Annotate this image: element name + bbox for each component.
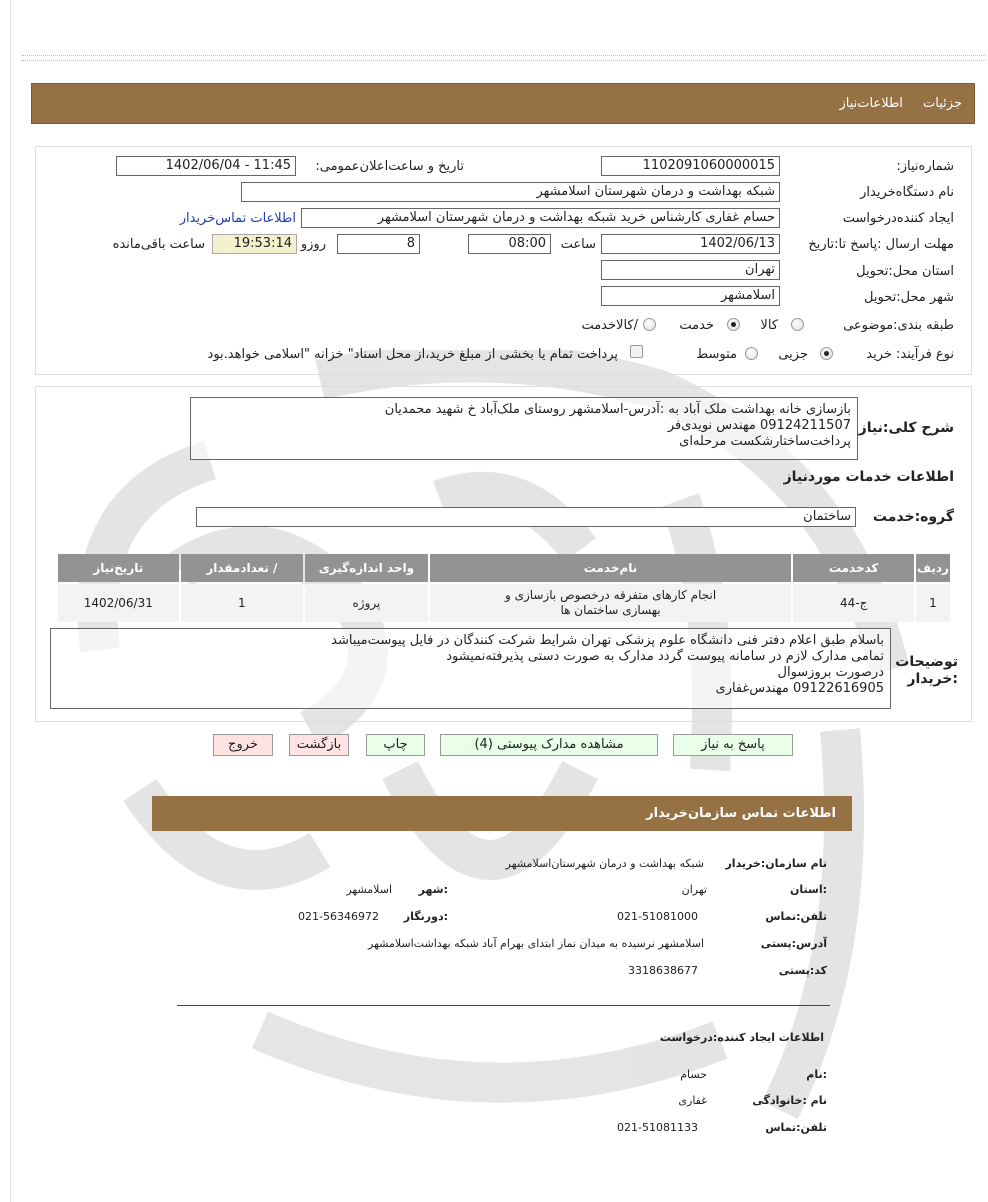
creator-section-title: اطلاعات ایجاد کننده:درخواست (659, 1031, 824, 1044)
process-minor-label: جزیی (778, 347, 808, 362)
services-title: اطلاعات خدمات موردنیاز (783, 469, 954, 485)
cell-need-date: 1402/06/31 (58, 584, 179, 622)
creator-family-label: نام :خانوادگی (752, 1094, 827, 1107)
buyer-contact-link[interactable]: اطلاعات تماس‌خریدار (179, 211, 296, 226)
buyer-label: نام دستگاه‌خریدار (860, 185, 954, 200)
city-label: شهر محل:تحویل (864, 290, 954, 305)
buyer-contact-header (152, 796, 852, 831)
service-name-line-1: انجام کارهای متفرقه درخصوص بازسازی و (504, 588, 717, 602)
process-label: نوع فرآیند: خرید (866, 347, 954, 362)
creator-phone-value: 021-51081133 (617, 1121, 698, 1134)
creator-name-label: :نام (806, 1068, 827, 1081)
tab-need-info[interactable]: اطلاعات‌نیاز (839, 96, 903, 111)
province-label: استان محل:تحویل (856, 264, 954, 279)
description-line-3: پرداخت‌ساختارشکست مرحله‌ای (679, 434, 851, 449)
buyer-notes-line-4: 09122616905 مهندس‌غفاری (715, 681, 884, 696)
contact-province-label: :استان (790, 883, 827, 896)
buyer-notes-line-1: باسلام طبق اعلام دفتر فنی دانشگاه علوم پزشکی تهران شرایط شرکت کنندگان در فایل پیوست‌میباشد (331, 633, 884, 648)
col-need-date: تاریخ‌نیاز (58, 554, 179, 582)
days-field: 8 (337, 234, 420, 254)
process-medium-radio[interactable] (745, 347, 758, 360)
top-dotted-separator (22, 55, 986, 61)
contact-city-value: اسلامشهر (346, 883, 392, 896)
buyer-field: شبکه بهداشت و درمان شهرستان اسلامشهر (241, 182, 780, 202)
category-service-label: خدمت (679, 318, 714, 333)
buyer-contact-title: اطلاعات تماس سازمان‌خریدار (646, 806, 836, 821)
exit-button[interactable]: خروج (213, 734, 273, 756)
treasury-payment-checkbox[interactable] (630, 345, 643, 358)
creator-family-value: غفاری (678, 1094, 707, 1107)
tab-details[interactable]: جزئیات (923, 96, 962, 111)
cell-service-name (430, 584, 792, 622)
cell-unit: پروژه (305, 584, 428, 622)
cell-row-number: 1 (916, 584, 950, 622)
page-left-rule (10, 0, 11, 1202)
contact-divider (177, 1005, 830, 1006)
process-medium-label: متوسط (696, 347, 737, 362)
category-label: طبقه بندی:موضوعی (843, 318, 954, 333)
cell-quantity: 1 (181, 584, 304, 622)
postal-code-value: 3318638677 (628, 964, 698, 977)
category-goods-service-radio[interactable] (643, 318, 656, 331)
category-goods-service-label: /کالاخدمت (581, 318, 638, 333)
category-goods-radio[interactable] (791, 318, 804, 331)
fax-value: 021-56346972 (298, 910, 379, 923)
province-field: تهران (601, 260, 780, 280)
deadline-time-label: ساعت (560, 237, 596, 252)
org-label: نام سازمان:خریدار (725, 857, 827, 870)
general-description-box (190, 397, 858, 460)
back-button[interactable]: بازگشت (289, 734, 349, 756)
category-service-radio[interactable] (727, 318, 740, 331)
deadline-label: مهلت ارسال :پاسخ تا:تاریخ (808, 237, 954, 252)
creator-label: ایجاد کننده‌درخواست (842, 211, 954, 226)
address-label: آدرس:پستی (760, 937, 827, 950)
col-unit: واحد اندازه‌گیری (305, 554, 428, 582)
contact-province-value: تهران (681, 883, 707, 896)
fax-label: :دورنگار (403, 910, 448, 923)
buyer-notes-box (50, 628, 891, 709)
description-line-1: بازسازی خانه بهداشت ملک آباد به :آدرس-اسلامشهر روستای ملک‌آباد خ شهید محمدیان (384, 402, 851, 417)
deadline-time-field: 08:00 (468, 234, 551, 254)
treasury-payment-label: پرداخت تمام یا بخشی از مبلغ خرید،از محل اسناد" خزانه "اسلامی خواهد.بود (207, 347, 618, 362)
need-info-panel (35, 146, 972, 375)
need-number-field: 1102091060000015 (601, 156, 780, 176)
service-group-field: ساختمان (196, 507, 856, 527)
deadline-date-field: 1402/06/13 (601, 234, 780, 254)
description-line-2: 09124211507 مهندس نویدی‌فر (667, 418, 851, 433)
header-bar (31, 83, 975, 124)
view-attachments-button[interactable]: مشاهده مدارک پیوستی (4) (440, 734, 658, 756)
col-service-name: نام‌خدمت (430, 554, 792, 582)
reply-button[interactable]: پاسخ به نیاز (673, 734, 793, 756)
process-minor-radio[interactable] (820, 347, 833, 360)
service-name-line-2: بهسازی ساختمان ها (560, 603, 661, 617)
buyer-notes-label: توضیحات :خریدار (895, 654, 958, 687)
col-row-number: ردیف (916, 554, 950, 582)
city-field: اسلامشهر (601, 286, 780, 306)
col-quantity: / تعدادمقدار (181, 554, 304, 582)
contact-city-label: :شهر (418, 883, 448, 896)
category-goods-label: کالا (760, 318, 778, 333)
contact-phone-label: تلفن:تماس (765, 910, 827, 923)
postal-code-label: کد:پستی (778, 964, 827, 977)
org-value: شبکه بهداشت و درمان شهرستان‌اسلامشهر (505, 857, 704, 870)
remaining-label: ساعت باقی‌مانده (112, 237, 205, 252)
need-number-label: شماره‌نیاز: (896, 159, 954, 174)
cell-service-code: ج-44 (793, 584, 914, 622)
announce-label: تاریخ و ساعت‌اعلان‌عمومی: (315, 159, 464, 174)
table-row (58, 584, 950, 622)
col-service-code: کدخدمت (793, 554, 914, 582)
general-description-label: شرح کلی:نیاز (858, 420, 954, 436)
creator-phone-label: تلفن:تماس (765, 1121, 827, 1134)
print-button[interactable]: چاپ (366, 734, 425, 756)
creator-name-value: حسام (680, 1068, 707, 1081)
buyer-notes-line-3: درصورت بروزسوال (777, 665, 884, 680)
announce-field: 1402/06/04 - 11:45 (116, 156, 296, 176)
services-table (56, 552, 952, 624)
days-label: روزو (300, 237, 326, 252)
service-group-label: گروه:خدمت (872, 509, 954, 525)
remaining-time-field: 19:53:14 (212, 234, 297, 254)
buyer-notes-line-2: تمامی مدارک لازم در سامانه پیوست گردد مدارک به صورت دستی پذیرفته‌نمیشود (446, 649, 884, 664)
creator-field: حسام غفاری کارشناس خرید شبکه بهداشت و درمان شهرستان اسلامشهر (301, 208, 780, 228)
contact-phone-value: 021-51081000 (617, 910, 698, 923)
address-value: اسلامشهر نرسیده به میدان نماز ابتدای بهرام آباد شبکه بهداشت‌اسلامشهر (368, 937, 704, 950)
